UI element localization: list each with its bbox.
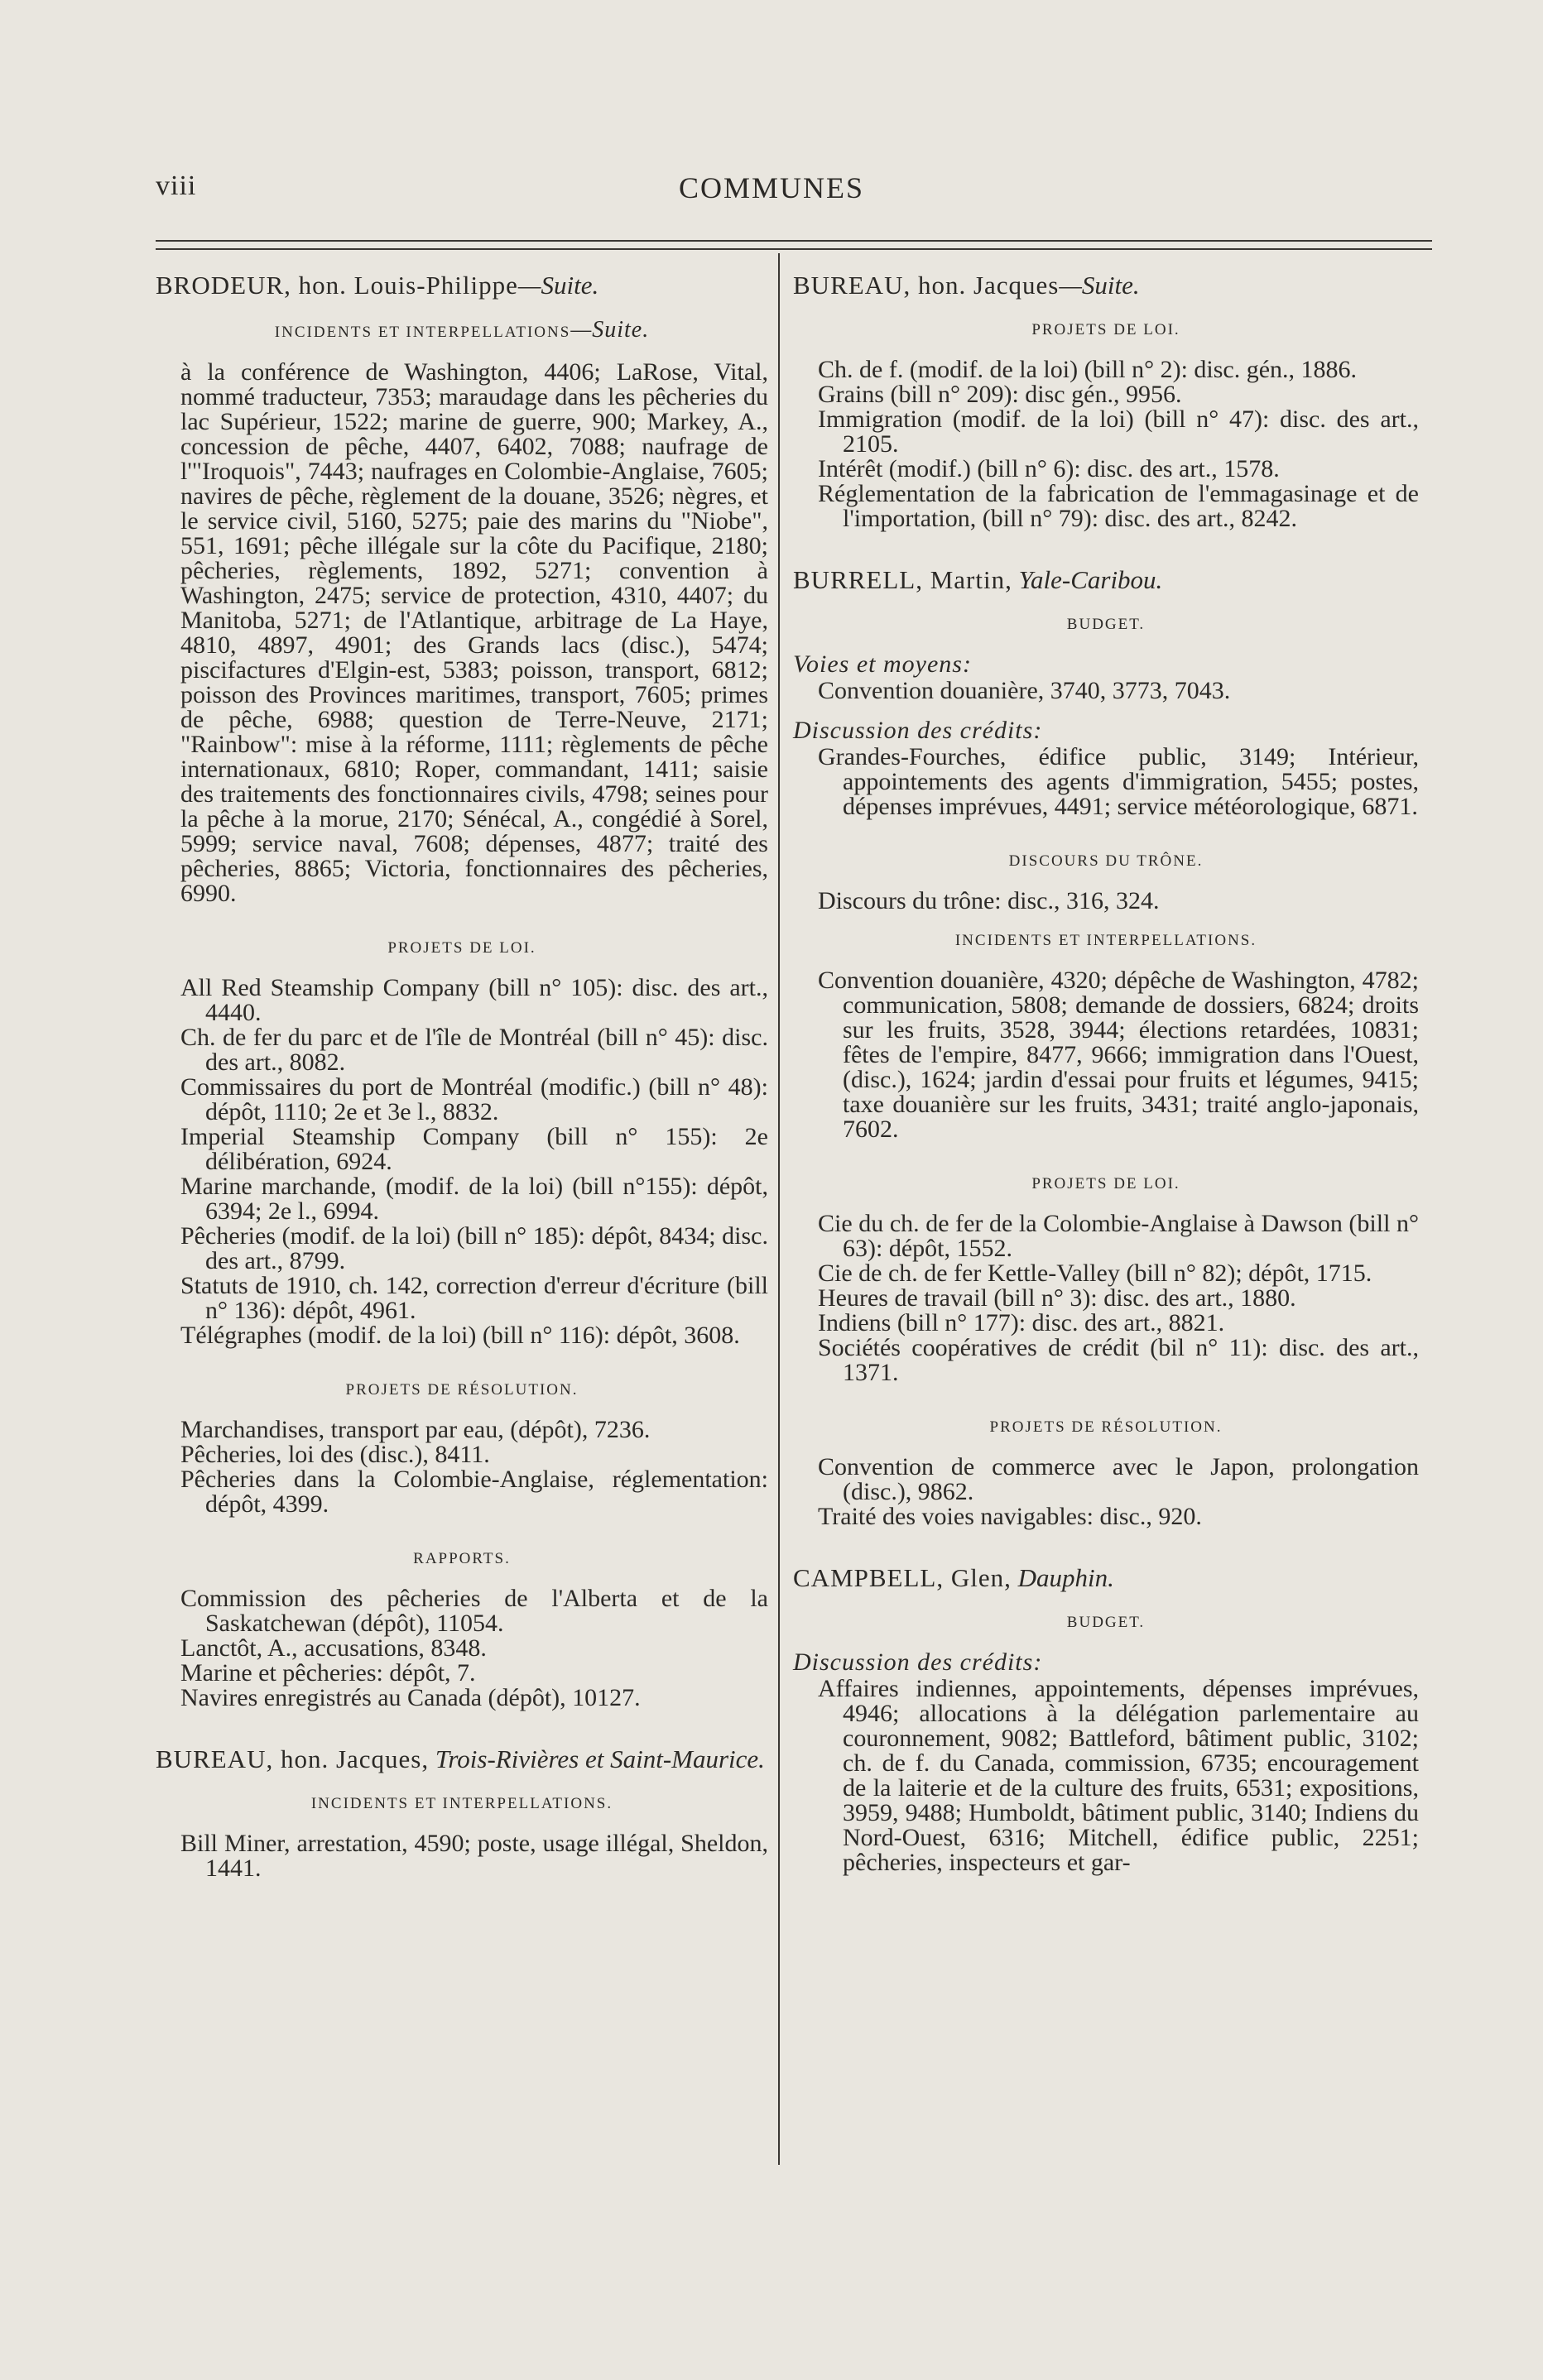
- section-heading: RAPPORTS.: [413, 1550, 511, 1567]
- list-item: Traité des voies navigables: disc., 920.: [818, 1503, 1202, 1530]
- list-item: Pêcheries, loi des (disc.), 8411.: [180, 1441, 490, 1468]
- entry-riding: Trois-Rivières et Saint-Maurice.: [435, 1744, 765, 1773]
- left-column: [156, 273, 768, 1881]
- header-rule-bottom: [156, 248, 1432, 250]
- list-item: Ch. de f. (modif. de la loi) (bill n° 2): disc. gén., 1886.: [818, 356, 1358, 383]
- section-heading: DISCOURS DU TRÔNE.: [1008, 852, 1204, 870]
- entry-heading-brodeur: [156, 273, 768, 298]
- entry-suite: —Suite.: [1059, 271, 1140, 300]
- page-number: viii: [156, 170, 197, 201]
- entry-suite: —Suite.: [517, 271, 599, 300]
- list-item: Statuts de 1910, ch. 142, correction d'erreur d'écriture (bill n° 136): dépôt, 4961.: [180, 1272, 768, 1324]
- projets-loi-list: [156, 976, 768, 1348]
- list-item: Convention douanière, 3740, 3773, 7043.: [818, 677, 1231, 704]
- list-item: Heures de travail (bill n° 3): disc. des art., 1880.: [818, 1284, 1296, 1312]
- list-item: Marchandises, transport par eau, (dépôt), 7236.: [180, 1416, 651, 1443]
- header-rule-top: [156, 240, 1432, 242]
- list-item: Pêcheries dans la Colombie-Anglaise, réglementation: dépôt, 4399.: [180, 1466, 768, 1518]
- list-item: Navires enregistrés au Canada (dépôt), 10127.: [180, 1684, 641, 1711]
- list-item: All Red Steamship Company (bill n° 105): disc. des art., 4440.: [180, 974, 768, 1026]
- right-column: [793, 273, 1419, 1875]
- list-item: Cie de ch. de fer Kettle-Valley (bill n° 82); dépôt, 1715.: [818, 1260, 1372, 1287]
- entry-heading-burrell: [793, 565, 1419, 594]
- list-item: Réglementation de la fabrication de l'emmagasinage et de l'importation, (bill n° 79): disc. des art., 8242.: [818, 480, 1419, 532]
- entry-name: BUREAU, hon. Jacques: [793, 271, 1060, 300]
- list-item: Immigration (modif. de la loi) (bill n° 47): disc. des art., 2105.: [818, 405, 1419, 458]
- subheading: Voies et moyens:: [793, 650, 972, 678]
- section-heading: PROJETS DE LOI.: [387, 939, 536, 957]
- incidents-text: Bill Miner, arrestation, 4590; poste, usage illégal, Sheldon, 1441.: [180, 1830, 768, 1882]
- entry-name: BRODEUR, hon. Louis-Philippe: [156, 271, 518, 300]
- entry-name: BURRELL, Martin,: [793, 565, 1012, 594]
- list-item: Convention de commerce avec le Japon, prolongation (disc.), 9862.: [818, 1453, 1419, 1505]
- list-item: Marine et pêcheries: dépôt, 7.: [180, 1659, 476, 1687]
- incidents-text: à la conférence de Washington, 4406; LaRose, Vital, nommé traducteur, 7353; maraudage dans les pêcheries du lac Supérieur, 1522; marine de guerre, 900; Markey, A., concession de pêche, 4407, 6402, 7088; naufrage de l'"Iroquois", 7443; naufrages en Colombie-Anglaise, 7605; navires de pêche, règlement de la douane, 3526; nègres, et le service civil, 5160, 5275; paie des marins du "Niobe", 551, 1691; pêche illégale sur la côte du Pacifique, 2180; pêcheries, règlements, 1892, 5271; convention à Washington, 2475; service de protection, 4310, 4407; du Manitoba, 5271; de l'Atlantique, arbitrage de La Haye, 4810, 4897, 4901; des Grands lacs (disc.), 5474; piscifactures d'Elgin-est, 5383; poisson, transport, 6812; poisson des Provinces maritimes, transport, 7605; primes de pêche, 6988; question de Terre-Neuve, 2171; "Rainbow": mise à la réforme, 1111; règlements de pêche internationaux, 6810; Roper, commandant, 1411; saisie des traitements des fonctionnaires civils, 4798; seines pour la pêche à la morue, 2170; Sénécal, A., congédié à Sorel, 5999; service naval, 7608; dépenses, 4877; traité des pêcheries, 8865; Victoria, fonctionnaires des pêcheries, 6990.: [180, 358, 768, 907]
- column-divider: [778, 253, 780, 2165]
- entry-riding: Yale-Caribou.: [1018, 565, 1163, 594]
- list-item: Affaires indiennes, appointements, dépenses imprévues, 4946; allocations à la délégation parlementaire au couronnement, 9082; Battleford, bâtiment public, 3102; ch. de f. du Canada, commission, 6735; encouragement de la laiterie et de la culture des fruits, 6531; expositions, 3959, 9488; Humboldt, bâtiment public, 3140; Indiens du Nord-Ouest, 6316; Mitchell, édifice public, 2251; pêcheries, inspecteurs et gar-: [818, 1675, 1419, 1876]
- list-item: Indiens (bill n° 177): disc. des art., 8821.: [818, 1309, 1225, 1336]
- list-item: Intérêt (modif.) (bill n° 6): disc. des art., 1578.: [818, 455, 1280, 482]
- section-heading: INCIDENTS ET INTERPELLATIONS.: [310, 1795, 613, 1812]
- list-item: Marine marchande, (modif. de la loi) (bill n°155): dépôt, 6394; 2e l., 6994.: [180, 1173, 768, 1225]
- section-heading: PROJETS DE RÉSOLUTION.: [989, 1418, 1223, 1436]
- projets-resolution-list: [156, 1418, 768, 1517]
- list-item: Grandes-Fourches, édifice public, 3149; Intérieur, appointements des agents d'immigration, 5455; postes, dépenses imprévues, 4491; service météorologique, 6871.: [818, 743, 1419, 820]
- list-item: Commissaires du port de Montréal (modific.) (bill n° 48): dépôt, 1110; 2e et 3e l., 8832.: [180, 1073, 768, 1125]
- rapports-list: [156, 1586, 768, 1711]
- entry-heading-bureau-suite: [793, 273, 1419, 298]
- running-head: [0, 170, 1543, 212]
- section-heading: INCIDENTS ET INTERPELLATIONS.: [954, 932, 1257, 949]
- entry-heading-bureau: [156, 1744, 768, 1773]
- incidents-text: Convention douanière, 4320; dépêche de Washington, 4782; communication, 5808; demande de dossiers, 6824; droits sur les fruits, 3528, 3944; élections retardées, 10831; fêtes de l'empire, 8477, 9666; immigration dans l'Ouest, (disc.), 1624; jardin d'essai pour fruits et légumes, 9415; taxe douanière sur les fruits, 3431; traité anglo-japonais, 7602.: [818, 967, 1419, 1143]
- list-item: Grains (bill n° 209): disc gén., 9956.: [818, 381, 1182, 408]
- list-item: Télégraphes (modif. de la loi) (bill n° 116): dépôt, 3608.: [180, 1322, 740, 1349]
- list-item: Lanctôt, A., accusations, 8348.: [180, 1634, 487, 1662]
- projets-loi-list: [793, 1212, 1419, 1385]
- section-heading: PROJETS DE RÉSOLUTION.: [345, 1381, 579, 1399]
- subheading: Discussion des crédits:: [793, 717, 1043, 744]
- section-heading: INCIDENTS ET INTERPELLATIONS—Suite.: [274, 317, 650, 343]
- section-heading: BUDGET.: [1066, 616, 1146, 633]
- section-heading: PROJETS DE LOI.: [1031, 321, 1180, 338]
- entry-riding: Dauphin.: [1017, 1563, 1114, 1592]
- list-item: Pêcheries (modif. de la loi) (bill n° 185): dépôt, 8434; disc. des art., 8799.: [180, 1222, 768, 1274]
- list-item: Discours du trône: disc., 316, 324.: [818, 887, 1160, 914]
- projets-resolution-list: [793, 1455, 1419, 1529]
- list-item: Ch. de fer du parc et de l'île de Montréal (bill n° 45): disc. des art., 8082.: [180, 1024, 768, 1076]
- entry-name: CAMPBELL, Glen,: [793, 1563, 1012, 1592]
- list-item: Cie du ch. de fer de la Colombie-Anglaise à Dawson (bill n° 63): dépôt, 1552.: [818, 1210, 1419, 1262]
- subheading: Discussion des crédits:: [793, 1648, 1043, 1676]
- list-item: Imperial Steamship Company (bill n° 155): 2e délibération, 6924.: [180, 1123, 768, 1175]
- entry-heading-campbell: [793, 1563, 1419, 1592]
- entry-name: BUREAU, hon. Jacques,: [156, 1744, 430, 1773]
- list-item: Sociétés coopératives de crédit (bil n° 11): disc. des art., 1371.: [818, 1334, 1419, 1386]
- projets-loi-list: [793, 357, 1419, 531]
- list-item: Commission des pêcheries de l'Alberta et de la Saskatchewan (dépôt), 11054.: [180, 1585, 768, 1637]
- section-heading: PROJETS DE LOI.: [1031, 1175, 1180, 1192]
- running-title: COMMUNES: [678, 171, 865, 204]
- section-heading: BUDGET.: [1066, 1614, 1146, 1631]
